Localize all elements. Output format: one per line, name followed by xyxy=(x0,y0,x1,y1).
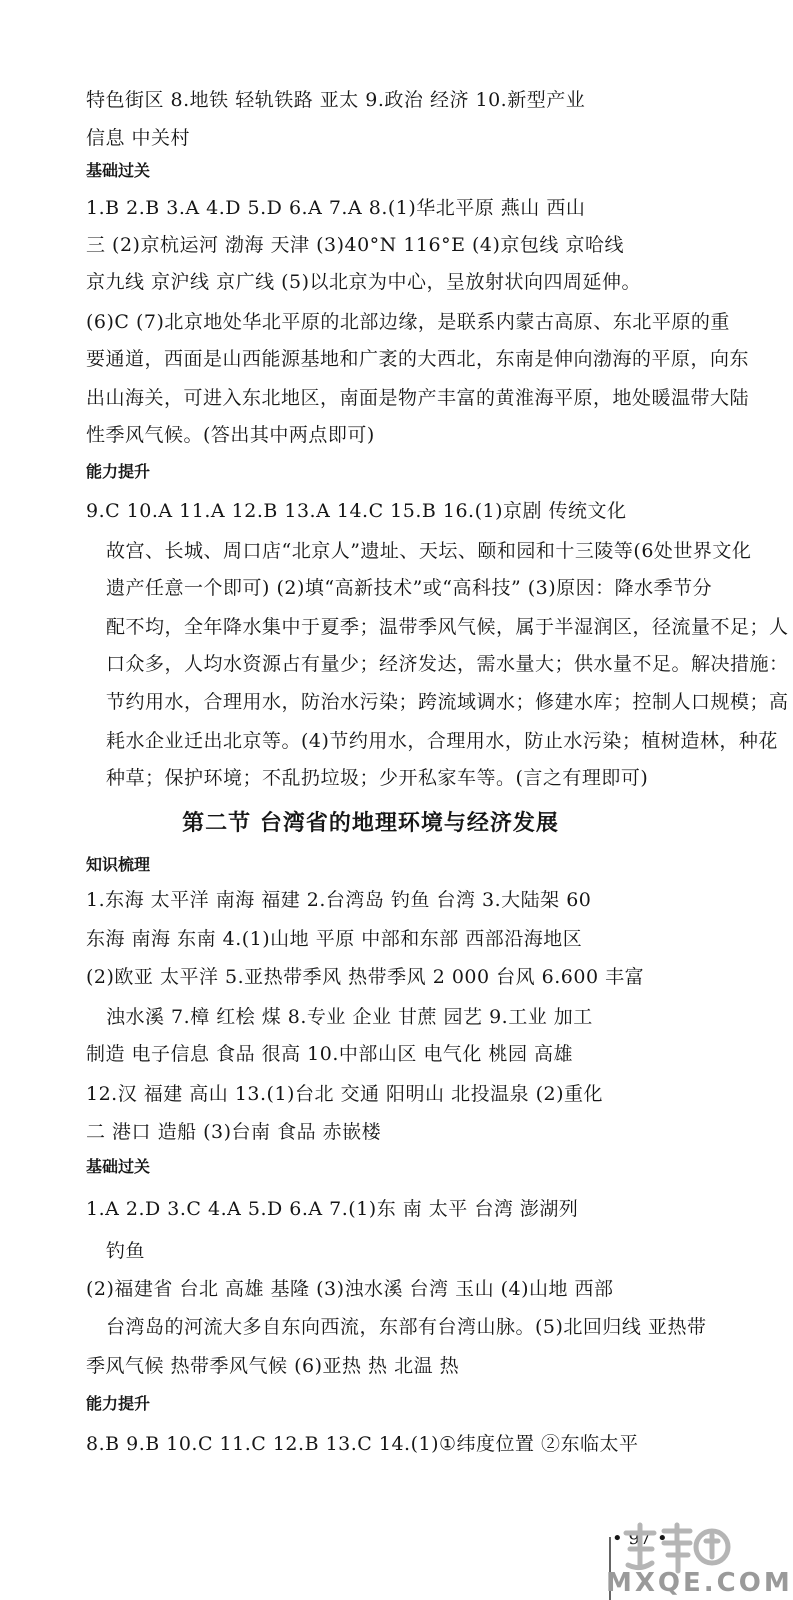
section-heading-nengli: 能力提升 xyxy=(86,462,151,481)
text-line: 二 港口 造船 (3)台南 食品 赤嵌楼 xyxy=(86,1121,382,1143)
text-line: 耗水企业迁出北京等。(4)节约用水，合理用水，防止水污染；植树造林，种花 xyxy=(106,730,778,752)
text-line: 钓鱼 xyxy=(106,1240,146,1262)
text-line: 故宫、长城、周口店“北京人”遗址、天坛、颐和园和十三陵等(6处世界文化 xyxy=(106,540,752,562)
watermark-glyphs xyxy=(626,1525,728,1571)
section-heading-jichu: 基础过关 xyxy=(86,161,151,180)
text-line: (2)欧亚 太平洋 5.亚热带季风 热带季风 2 000 台风 6.600 丰富 xyxy=(86,966,645,988)
page-number: • 97 • xyxy=(612,1528,668,1549)
section-title: 第二节 台湾省的地理环境与经济发展 xyxy=(182,811,559,836)
text-line: 特色街区 8.地铁 轻轨铁路 亚太 9.政治 经济 10.新型产业 xyxy=(86,89,586,111)
text-line: 浊水溪 7.樟 红桧 煤 8.专业 企业 甘蔗 园艺 9.工业 加工 xyxy=(106,1006,593,1028)
text-line: 遗产任意一个即可) (2)填“高新技术”或“高科技” (3)原因：降水季节分 xyxy=(106,577,713,599)
text-line: (6)C (7)北京地处华北平原的北部边缘，是联系内蒙古高原、东北平原的重 xyxy=(86,311,730,333)
section-heading-zhishi: 知识梳理 xyxy=(86,855,151,874)
text-line: 京九线 京沪线 京广线 (5)以北京为中心，呈放射状向四周延伸。 xyxy=(86,271,642,293)
text-line: 1.A 2.D 3.C 4.A 5.D 6.A 7.(1)东 南 太平 台湾 澎湖列 xyxy=(86,1198,579,1220)
text-line: 东海 南海 东南 4.(1)山地 平原 中部和东部 西部沿海地区 xyxy=(86,928,583,950)
text-line: 1.B 2.B 3.A 4.D 5.D 6.A 7.A 8.(1)华北平原 燕山 西山 xyxy=(86,197,586,219)
text-line: 8.B 9.B 10.C 11.C 12.B 13.C 14.(1)①纬度位置 ②东临太平 xyxy=(86,1433,639,1455)
text-line: 制造 电子信息 食品 很高 10.中部山区 电气化 桃园 高雄 xyxy=(86,1043,573,1065)
watermark-text: MXQE.COM xyxy=(606,1568,793,1598)
text-line: 配不均，全年降水集中于夏季；温带季风气候，属于半湿润区，径流量不足；人 xyxy=(106,616,789,638)
text-line: 季风气候 热带季风气候 (6)亚热 热 北温 热 xyxy=(86,1355,460,1377)
text-line: 种草；保护环境；不乱扔垃圾；少开私家车等。(言之有理即可) xyxy=(106,767,649,789)
text-line: 口众多，人均水资源占有量少；经济发达，需水量大；供水量不足。解决措施： xyxy=(106,653,789,675)
text-line: 信息 中关村 xyxy=(86,127,191,149)
text-line: 出山海关，可进入东北地区，南面是物产丰富的黄淮海平原，地处暖温带大陆 xyxy=(86,387,750,409)
text-line: 台湾岛的河流大多自东向西流，东部有台湾山脉。(5)北回归线 亚热带 xyxy=(106,1316,707,1338)
text-line: 1.东海 太平洋 南海 福建 2.台湾岛 钓鱼 台湾 3.大陆架 60 xyxy=(86,889,592,911)
text-line: 性季风气候。(答出其中两点即可) xyxy=(86,424,375,446)
text-line: 节约用水，合理用水，防治水污染；跨流域调水；修建水库；控制人口规模；高 xyxy=(106,691,789,713)
text-line: 要通道，西面是山西能源基地和广袤的大西北，东南是伸向渤海的平原，向东 xyxy=(86,348,750,370)
text-line: (2)福建省 台北 高雄 基隆 (3)浊水溪 台湾 玉山 (4)山地 西部 xyxy=(86,1278,614,1300)
text-line: 12.汉 福建 高山 13.(1)台北 交通 阳明山 北投温泉 (2)重化 xyxy=(86,1083,604,1105)
section-heading-jichu: 基础过关 xyxy=(86,1157,151,1176)
section-heading-nengli: 能力提升 xyxy=(86,1394,151,1413)
text-line: 三 (2)京杭运河 渤海 天津 (3)40°N 116°E (4)京包线 京哈线 xyxy=(86,234,624,256)
text-line: 9.C 10.A 11.A 12.B 13.A 14.C 15.B 16.(1)京剧 传统文化 xyxy=(86,500,627,522)
